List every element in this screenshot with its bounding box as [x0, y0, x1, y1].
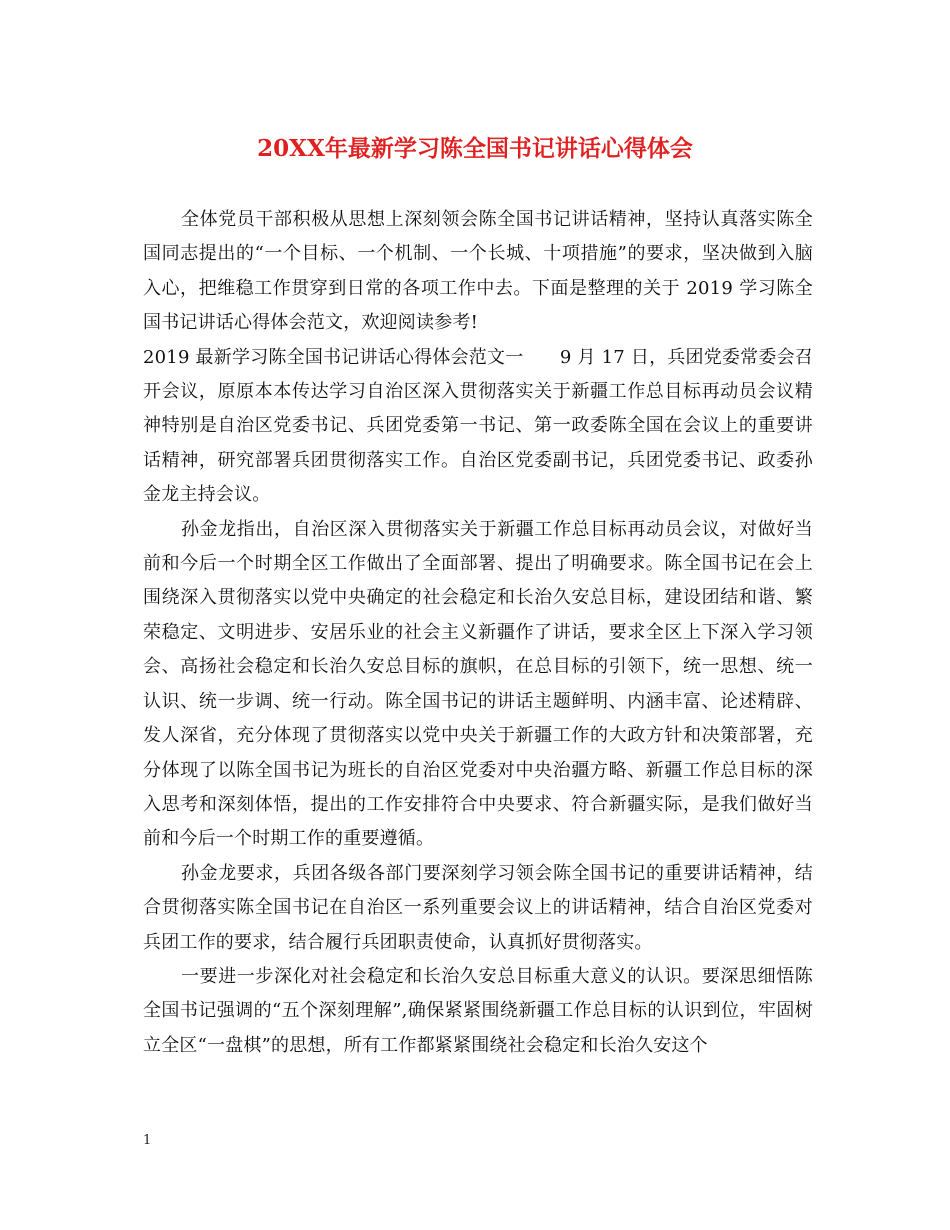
document-title: 20XX年最新学习陈全国书记讲话心得体会: [257, 135, 693, 162]
page-number: 1: [143, 1133, 152, 1148]
paragraph: 2019 最新学习陈全国书记讲话心得体会范文一 9 月 17 日，兵团党委常委会召开会议，原原本本传达学习自治区深入贯彻落实关于新疆工作总目标再动员会议精神特别是自治区党委书记、兵团党委第一书记、第一政委陈全国在会议上的重要讲话精神，研究部署兵团贯彻落实工作。自治区党委副书记，兵团党委书记、政委孙金龙主持会议。: [143, 346, 813, 506]
paragraph: 孙金龙指出，自治区深入贯彻落实关于新疆工作总目标再动员会议，对做好当前和今后一个时期全区工作做出了全面部署、提出了明确要求。陈全国书记在会上围绕深入贯彻落实以党中央确定的社会稳定和长治久安总目标，建设团结和谐、繁荣稳定、文明进步、安居乐业的社会主义新疆作了讲话，要求全区上下深入学习领会、高扬社会稳定和长治久安总目标的旗帜，在总目标的引领下，统一思想、统一认识、统一步调、统一行动。陈全国书记的讲话主题鲜明、内涵丰富、论述精辟、发人深省，充分体现了贯彻落实以党中央关于新疆工作的大政方针和决策部署，充分体现了以陈全国书记为班长的自治区党委对中央治疆方略、新疆工作总目标的深入思考和深刻体悟，提出的工作安排符合中央要求、符合新疆实际，是我们做好当前和今后一个时期工作的重要遵循。: [143, 518, 813, 850]
paragraph: 全体党员干部积极从思想上深刻领会陈全国书记讲话精神，坚持认真落实陈全国同志提出的“一个目标、一个机制、一个长城、十项措施”的要求，坚决做到入脑入心，把维稳工作贯穿到日常的各项工作中去。下面是整理的关于 2019 学习陈全国书记讲话心得体会范文，欢迎阅读参考!: [143, 209, 813, 334]
paragraph: 一要进一步深化对社会稳定和长治久安总目标重大意义的认识。要深思细悟陈全国书记强调的“五个深刻理解”,确保紧紧围绕新疆工作总目标的认识到位，牢固树立全区“一盘棋”的思想，所有工作都紧紧围绕社会稳定和长治久安这个: [143, 965, 813, 1056]
paragraph: 孙金龙要求，兵团各级各部门要深刻学习领会陈全国书记的重要讲话精神，结合贯彻落实陈全国书记在自治区一系列重要会议上的讲话精神，结合自治区党委对兵团工作的要求，结合履行兵团职责使命，认真抓好贯彻落实。: [143, 862, 813, 953]
document-body: [143, 203, 813, 1063]
